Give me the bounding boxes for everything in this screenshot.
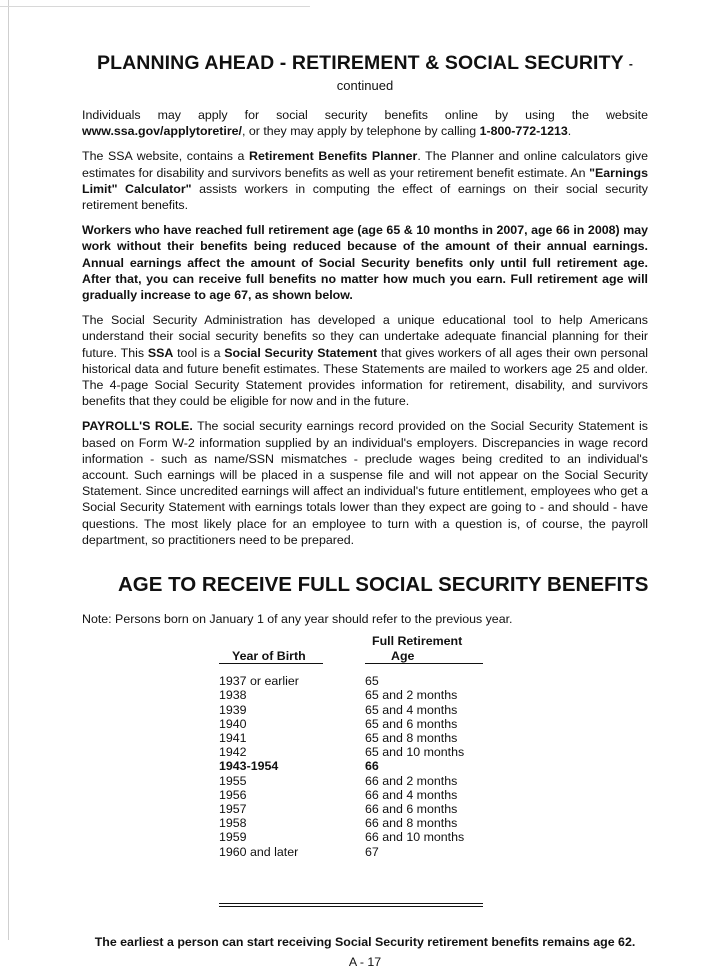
ssa-website-link[interactable]: www.ssa.gov/applytoretire/ — [82, 124, 242, 139]
full-retirement-header: Full Retirement — [372, 634, 463, 649]
paragraph-payroll-role — [82, 418, 648, 548]
table-row-year: 1959 — [219, 830, 247, 845]
year-of-birth-header: Year of Birth — [232, 649, 306, 664]
p1-text-c: . — [567, 124, 572, 139]
earnings-limit-calculator-term: "Earnings Limit" Calculator" — [82, 165, 648, 196]
age-header-underline — [365, 663, 483, 664]
page-title — [82, 52, 648, 75]
age-section-note: Note: Persons born on January 1 of any year should refer to the previous year. — [82, 612, 513, 627]
table-row-year: 1941 — [219, 731, 247, 746]
table-row-age: 66 and 2 months — [365, 773, 458, 788]
p3-bold-text: Workers who have reached full retirement age (age 65 & 10 months in 2007, age 66 in 2008) may work without their benefits being reduced because of the amount of their annual earnings. Annual earnings affect the amount of Social Security benefits only until full retirement age. After that, you can receive full benefits no matter how much you earn. Full retirement age will gradually increase to age 67, as shown below. — [82, 223, 648, 303]
table-row-age: 65 and 10 months — [365, 745, 465, 760]
table-row-age: 66 and 6 months — [365, 801, 458, 816]
p1-text-b: , or they may apply by telephone by calling — [241, 124, 480, 139]
table-row-year: 1955 — [219, 773, 247, 788]
year-of-birth-header-underline — [219, 663, 323, 664]
p4-text-c: that gives workers of all ages their own personal historical data and future benefit estimates. These Statements are mailed to workers age 25 and older. The 4-page Social Security Statement provides information for retirement, disability, and survivors benefits that they could be eligible for now and in the future. — [82, 345, 649, 409]
table-row-year: 1939 — [219, 702, 247, 717]
table-row-age: 65 — [365, 674, 379, 689]
table-row-year: 1937 or earlier — [219, 674, 299, 689]
p2-text-b: . The Planner and online calculators give estimates for disability and survivors benefits as well as your retirement benefit estimate. An — [82, 149, 648, 180]
retirement-age-table — [82, 634, 648, 907]
year-of-birth-column — [219, 674, 323, 858]
table-row-year: 1940 — [219, 716, 247, 731]
page-subtitle: continued — [336, 78, 394, 93]
ssa-phone-number: 1-800-772-1213 — [479, 124, 568, 139]
table-row-age: 67 — [365, 844, 379, 859]
ssa-term: SSA — [147, 345, 174, 360]
retirement-age-column — [365, 674, 483, 858]
table-row-age: 66 — [365, 759, 379, 774]
table-row-year: 1956 — [219, 787, 247, 802]
p4-text-a: The Social Security Administration has developed a unique educational tool to help Americans understand their social security benefits so they can undertake adequate financial planning for their future. This — [82, 313, 648, 360]
social-security-statement-term: Social Security Statement — [224, 345, 378, 360]
retirement-planner-term: Retirement Benefits Planner — [249, 149, 418, 164]
table-row-year: 1943-1954 — [219, 759, 279, 774]
table-row-age: 66 and 8 months — [365, 816, 458, 831]
table-row-age: 65 and 4 months — [365, 702, 458, 717]
p1-text-a: Individuals may apply for social security benefits online by using the website — [82, 108, 648, 122]
document-page — [82, 52, 648, 969]
table-row-year: 1958 — [219, 816, 247, 831]
p2-text-c: assists workers in computing the effect of earnings on their social security retirement benefits. — [82, 181, 648, 213]
paragraph-website-planner — [82, 148, 648, 213]
table-row-year: 1942 — [219, 745, 247, 760]
age-header: Age — [391, 649, 415, 664]
p2-text-a: The SSA website, contains a — [82, 149, 250, 164]
page-number: A - 17 — [348, 955, 382, 969]
table-row-year: 1957 — [219, 801, 247, 816]
age-section-title: AGE TO RECEIVE FULL SOCIAL SECURITY BENEFITS — [118, 573, 649, 597]
table-row-age: 66 and 4 months — [365, 787, 458, 802]
table-row-age: 66 and 10 months — [365, 830, 465, 845]
scan-edge-top — [0, 6, 310, 7]
paragraph-full-retirement-age — [82, 222, 648, 303]
table-row-year: 1960 and later — [219, 844, 299, 859]
scan-edge-left — [8, 0, 9, 940]
table-row-age: 65 and 8 months — [365, 731, 458, 746]
table-row-age: 65 and 2 months — [365, 688, 458, 703]
table-row-age: 65 and 6 months — [365, 716, 458, 731]
table-double-rule — [219, 903, 483, 907]
paragraph-apply-online — [82, 107, 648, 139]
page-title-text: PLANNING AHEAD - RETIREMENT & SOCIAL SECURITY — [97, 52, 624, 74]
paragraph-ssa-statement — [82, 312, 648, 409]
p4-text-b: tool is a — [173, 345, 225, 360]
payroll-role-heading: PAYROLL'S ROLE. — [82, 419, 193, 434]
p5-text: The social security earnings record provided on the Social Security Statement is based on Form W-2 information supplied by an individual's employers. Discrepancies in wage record information - such as name/SSN mismatches - preclude wages being credited to an individual's account. Such earnings will be placed in a suspense file and will not appear on the Social Security Statement. Since uncredited earnings will affect an individual's future entitlement, employees who get a Social Security Statement with earnings totals lower than they expect are going to - and should - have questions. The most likely place for an employee to turn with a question is, of course, the payroll department, so practitioners need to be prepared. — [82, 419, 648, 547]
closing-statement: The earliest a person can start receiving Social Security retirement benefits remains age 62. — [94, 935, 636, 950]
table-row-year: 1938 — [219, 688, 247, 703]
title-dash: - — [628, 56, 633, 71]
